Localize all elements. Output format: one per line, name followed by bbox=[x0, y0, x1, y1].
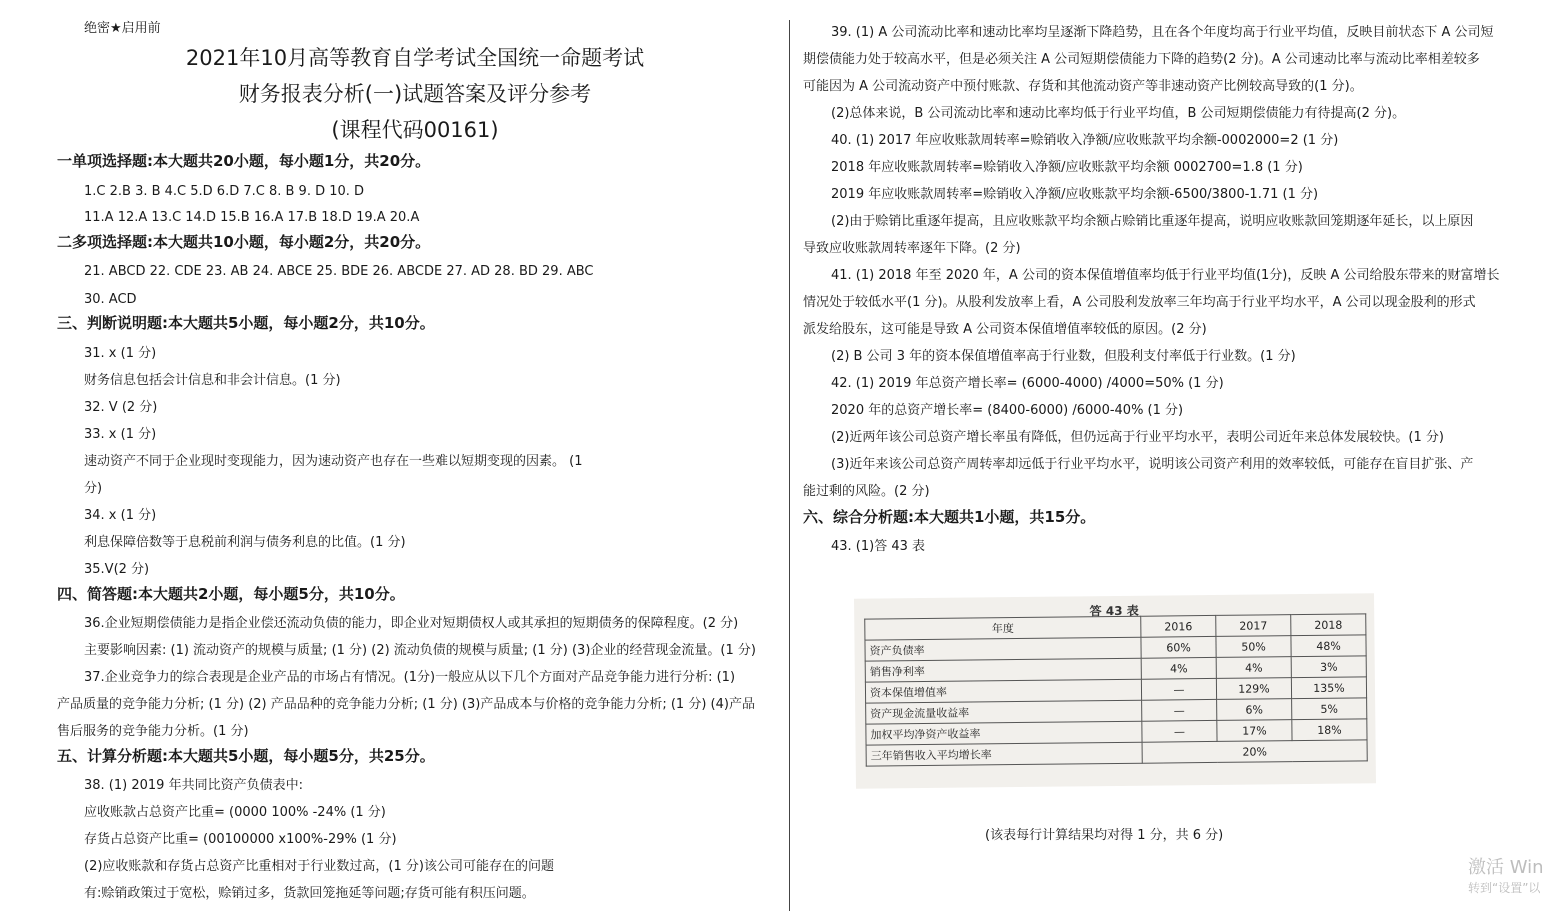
answer-line: (2) B 公司 3 年的资本保值增值率高于行业数，但股利支付率低于行业数。(1 分) bbox=[831, 349, 1296, 364]
answer-line: 速动资产不同于企业现时变现能力，因为速动资产也存在一些难以短期变现的因素。 (1 bbox=[84, 454, 583, 469]
scanned-table-image bbox=[854, 593, 1376, 788]
answer-line: 情况处于较低水平(1 分)。从股利发放率上看，A 公司股利发放率三年均高于行业平均水平，A 公司以现金股利的形式 bbox=[803, 295, 1476, 310]
answer-line: 存货占总资产比重= (00100000 x100%-29% (1 分) bbox=[84, 832, 397, 847]
cell: 18% bbox=[1292, 719, 1367, 741]
cell: 4% bbox=[1216, 657, 1291, 679]
answer-line: 43. (1)答 43 表 bbox=[831, 539, 926, 554]
cell: — bbox=[1141, 678, 1216, 700]
answer-line: 40. (1) 2017 年应收账款周转率=赊销收入净额/应收账款平均余额-0002000=2 (1 分) bbox=[831, 133, 1339, 148]
cell: 5% bbox=[1292, 698, 1367, 720]
header-cell: 2016 bbox=[1141, 615, 1216, 637]
answer-line: 36.企业短期偿债能力是指企业偿还流动负债的能力，即企业对短期债权人或其承担的短期债务的保障程度。(2 分) bbox=[84, 616, 739, 631]
secret-label: 绝密★启用前 bbox=[84, 21, 161, 36]
cell: 4% bbox=[1141, 657, 1216, 679]
answer-line: 有:赊销政策过于宽松，赊销过多，货款回笼拖延等问题;存货可能有积压问题。 bbox=[84, 886, 535, 901]
answer-line: 2020 年的总资产增长率= (8400-6000) /6000-40% (1 分) bbox=[831, 403, 1184, 418]
header-cell: 2018 bbox=[1291, 614, 1366, 636]
table-note: (该表每行计算结果均对得 1 分，共 6 分) bbox=[985, 828, 1224, 843]
table-row bbox=[866, 740, 1367, 766]
answer-line: 38. (1) 2019 年共同比资产负债表中: bbox=[84, 778, 303, 793]
answer-line: 产品质量的竞争能力分析; (1 分) (2) 产品品种的竞争能力分析; (1 分) (3)产品成本与价格的竞争能力分析; (1 分) (4)产品 bbox=[57, 697, 755, 712]
answer-line: 应收账款占总资产比重= (0000 100% -24% (1 分) bbox=[84, 805, 386, 820]
row-label: 销售净利率 bbox=[865, 658, 1141, 682]
section-heading: 五、计算分析题:本大题共5小题，每小题5分，共25分。 bbox=[57, 747, 435, 765]
answer-line: 2019 年应收账款周转率=赊销收入净额/应收账款平均余额-6500/3800-1.71 (1 分) bbox=[831, 187, 1319, 202]
answer-line: (2)总体来说，B 公司流动比率和速动比率均低于行业平均值，B 公司短期偿债能力有待提高(2 分)。 bbox=[831, 106, 1406, 121]
cell: — bbox=[1142, 699, 1217, 721]
cell: 60% bbox=[1141, 636, 1216, 658]
cell: 17% bbox=[1217, 720, 1292, 742]
answer-line: (2)近两年该公司总资产增长率虽有降低，但仍远高于行业平均水平，表明公司近年来总体发展较快。(1 分) bbox=[831, 430, 1444, 445]
section-heading: 一单项选择题:本大题共20小题，每小题1分，共20分。 bbox=[57, 152, 431, 170]
answer-table bbox=[864, 613, 1368, 766]
answer-line: 售后服务的竞争能力分析。(1 分) bbox=[57, 724, 249, 739]
answer-line: 2018 年应收账款周转率=赊销收入净额/应收账款平均余额 0002700=1.8 (1 分) bbox=[831, 160, 1303, 175]
answer-line: 1.C 2.B 3. B 4.C 5.D 6.D 7.C 8. B 9. D 10. D bbox=[84, 184, 365, 199]
answer-line: 37.企业竞争力的综合表现是企业产品的市场占有情况。(1分)一般应从以下几个方面对产品竞争能力进行分析: (1) bbox=[84, 670, 736, 685]
answer-line: 35.V(2 分) bbox=[84, 562, 150, 577]
answer-line: (3)近年来该公司总资产周转率却远低于行业平均水平，说明该公司资产利用的效率较低，可能存在盲目扩张、产 bbox=[831, 457, 1474, 472]
answer-line: 39. (1) A 公司流动比率和速动比率均呈逐渐下降趋势，且在各个年度均高于行业平均值，反映目前状态下 A 公司短 bbox=[831, 25, 1494, 40]
cell: 48% bbox=[1291, 635, 1366, 657]
answer-line: 30. ACD bbox=[84, 292, 137, 307]
row-label: 三年销售收入平均增长率 bbox=[866, 742, 1142, 766]
answer-line: 11.A 12.A 13.C 14.D 15.B 16.A 17.B 18.D 19.A 20.A bbox=[84, 210, 420, 225]
answer-line: (2)应收账款和存货占总资产比重相对于行业数过高，(1 分)该公司可能存在的问题 bbox=[84, 859, 554, 874]
cell: 3% bbox=[1291, 656, 1366, 678]
answer-line: 33. x (1 分) bbox=[84, 427, 157, 442]
row-label: 资产负债率 bbox=[865, 637, 1141, 661]
answer-line: 31. x (1 分) bbox=[84, 346, 157, 361]
answer-line: 分) bbox=[84, 481, 103, 496]
row-label: 资本保值增值率 bbox=[865, 679, 1141, 703]
table-caption: 答 43 表 bbox=[1089, 603, 1139, 619]
answer-line: 期偿债能力处于较高水平，但是必须关注 A 公司短期偿债能力下降的趋势(2 分)。A 公司速动比率与流动比率相差较多 bbox=[803, 52, 1480, 67]
exam-subtitle: 财务报表分析(一)试题答案及评分参考 bbox=[238, 82, 592, 106]
cell: 50% bbox=[1216, 636, 1291, 658]
answer-line: 42. (1) 2019 年总资产增长率= (6000-4000) /4000=50% (1 分) bbox=[831, 376, 1224, 391]
activation-watermark-hint: 转到“设置”以 bbox=[1468, 881, 1541, 895]
cell: 20% bbox=[1142, 740, 1367, 763]
answer-line: 32. V (2 分) bbox=[84, 400, 158, 415]
answer-line: (2)由于赊销比重逐年提高，且应收账款平均余额占赊销比重逐年提高，说明应收账款回笼期逐年延长，以上原因 bbox=[831, 214, 1474, 229]
answer-line: 利息保障倍数等于息税前利润与债务利息的比值。(1 分) bbox=[84, 535, 406, 550]
answer-line: 可能因为 A 公司流动资产中预付账款、存货和其他流动资产等非速动资产比例较高导致的(1 分)。 bbox=[803, 79, 1363, 94]
cell: 6% bbox=[1217, 699, 1292, 721]
section-heading: 三、判断说明题:本大题共5小题，每小题2分，共10分。 bbox=[57, 314, 435, 332]
answer-line: 能过剩的风险。(2 分) bbox=[803, 484, 930, 499]
answer-line: 派发给股东，这可能是导致 A 公司资本保值增值率较低的原因。(2 分) bbox=[803, 322, 1207, 337]
activation-watermark: 激活 Win bbox=[1468, 857, 1544, 878]
row-label: 加权平均净资产收益率 bbox=[866, 721, 1142, 745]
row-label: 资产现金流量收益率 bbox=[866, 700, 1142, 724]
cell: 135% bbox=[1291, 677, 1366, 699]
answer-line: 21. ABCD 22. CDE 23. AB 24. ABCE 25. BDE 26. ABCDE 27. AD 28. BD 29. ABC bbox=[84, 264, 594, 279]
answer-line: 导致应收账款周转率逐年下降。(2 分) bbox=[803, 241, 1021, 256]
answer-line: 34. x (1 分) bbox=[84, 508, 157, 523]
column-divider bbox=[789, 20, 790, 911]
section-heading: 二多项选择题:本大题共10小题，每小题2分，共20分。 bbox=[57, 233, 431, 251]
answer-line: 主要影响因素: (1) 流动资产的规模与质量; (1 分) (2) 流动负债的规模与质量; (1 分) (3)企业的经营现金流量。(1 分) bbox=[84, 643, 756, 658]
header-cell: 年度 bbox=[865, 616, 1141, 640]
section-heading: 四、简答题:本大题共2小题，每小题5分，共10分。 bbox=[57, 585, 405, 603]
exam-title: 2021年10月高等教育自学考试全国统一命题考试 bbox=[185, 46, 645, 70]
cell: — bbox=[1142, 720, 1217, 742]
answer-line: 财务信息包括会计信息和非会计信息。(1 分) bbox=[84, 373, 341, 388]
section-heading: 六、综合分析题:本大题共1小题，共15分。 bbox=[803, 508, 1096, 526]
header-cell: 2017 bbox=[1216, 615, 1291, 637]
cell: 129% bbox=[1216, 678, 1291, 700]
course-code: (课程代码00161) bbox=[331, 118, 499, 142]
answer-line: 41. (1) 2018 年至 2020 年，A 公司的资本保值增值率均低于行业平均值(1分)，反映 A 公司给股东带来的财富增长 bbox=[831, 268, 1500, 283]
